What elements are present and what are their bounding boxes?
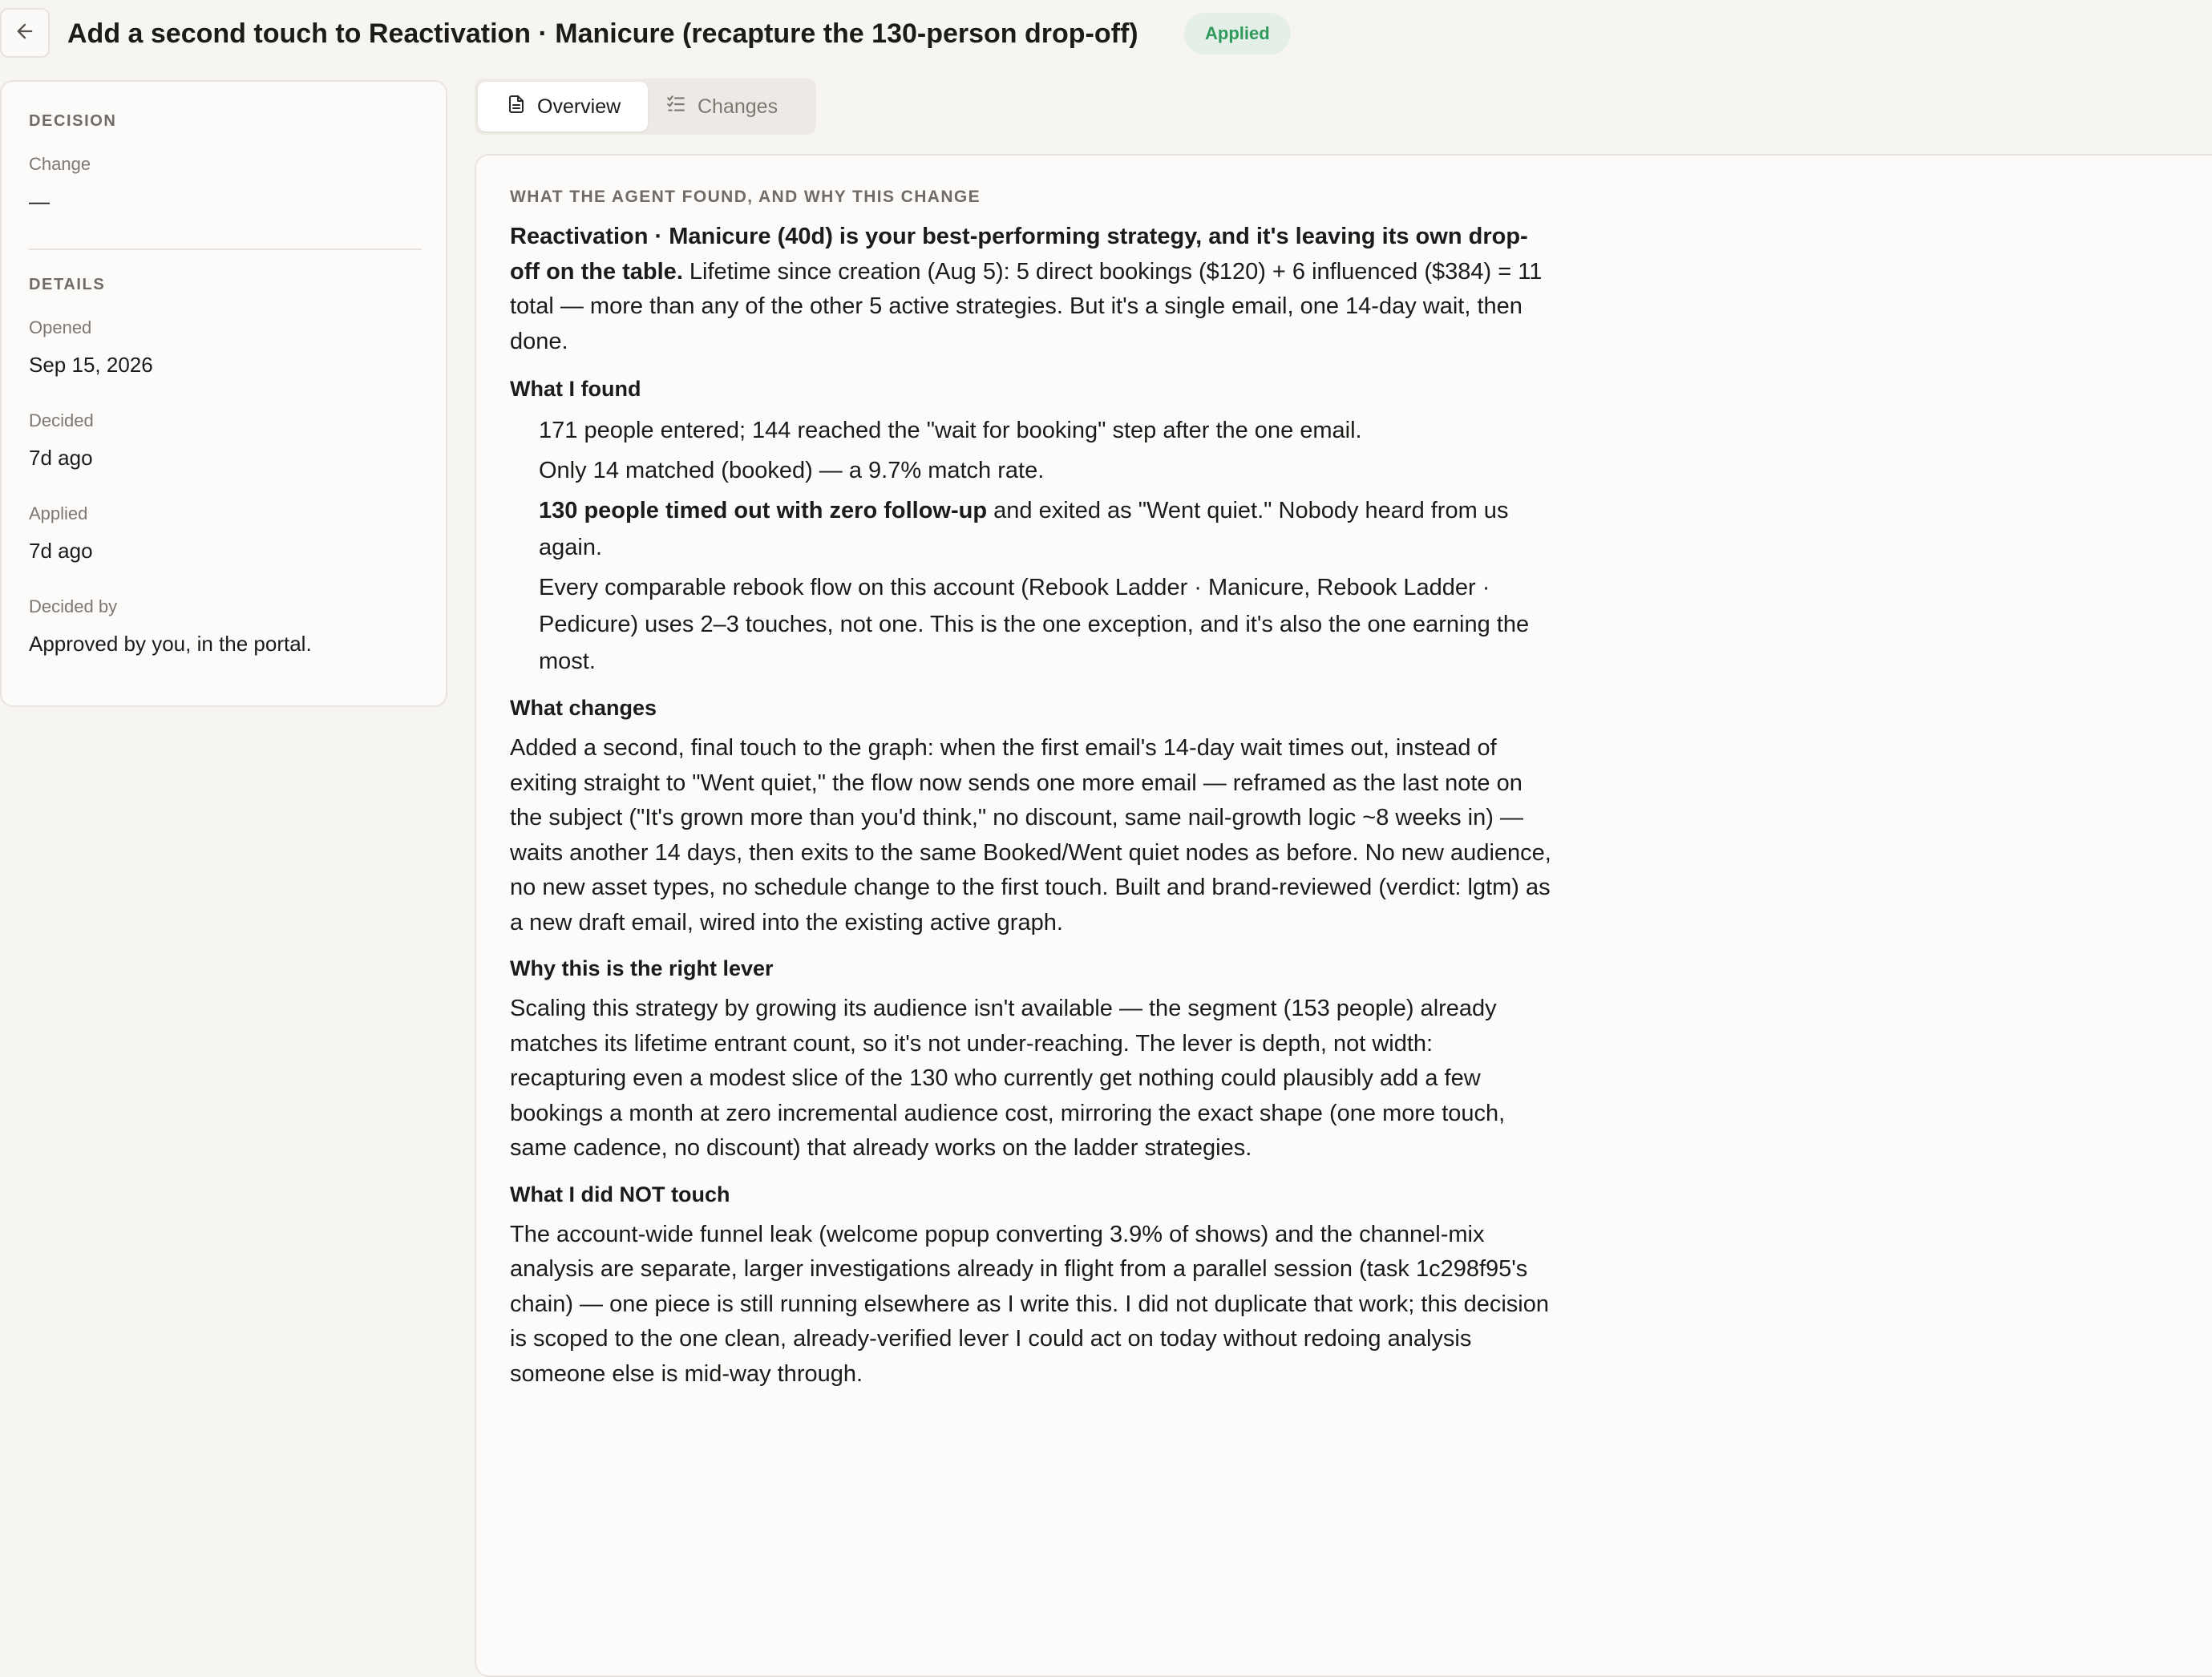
change-value: — <box>29 189 50 213</box>
details-section-label: DETAILS <box>29 276 106 293</box>
found-item-text: and exited as "Went quiet." Nobody heard from us again. <box>539 498 1509 560</box>
not-touch-paragraph: The account-wide funnel leak (welcome popup converting 3.9% of shows) and the channel-mix analysis are separate, larger investigations already in flight from a parallel session (task 1c298f95's chain) — one piece is still running elsewhere as I write this. I did not duplicate that work; this decision is scoped to the one clean, already-verified lever I could act on today without redoing analysis someone else is mid-way through. <box>510 1221 1549 1387</box>
changes-paragraph: Added a second, final touch to the graph: when the first email's 14-day wait times out, instead of exiting straight to "Went quiet," the flow now sends one more email — reframed as the last note on the subject ("It's grown more than you'd think," no discount, same nail-growth logic ~8 weeks in) — waits another 14 days, then exits to the same Booked/Went quiet nodes as before. No new audience, no new asset types, no schedule change to the first touch. Built and brand-reviewed (verdict: lgtm) as a new draft email, wired into the existing active graph. <box>510 735 1551 935</box>
list-item <box>539 492 1552 566</box>
list-item <box>539 412 1552 449</box>
document-icon <box>507 94 537 120</box>
applied-value: 7d ago <box>29 539 93 563</box>
intro-text: Lifetime since creation (Aug 5): 5 direct bookings ($120) + 6 influenced ($384) = 11 total — more than any of the other 5 active strategies. But it's a single email, one 14-day wait, then done. <box>510 258 1543 354</box>
decision-section-label: DECISION <box>29 112 117 130</box>
back-button[interactable] <box>0 8 50 58</box>
opened-value: Sep 15, 2026 <box>29 353 153 377</box>
decided-label: Decided <box>29 410 94 430</box>
section-kicker: WHAT THE AGENT FOUND, AND WHY THIS CHANGE <box>510 188 981 206</box>
status-badge: Applied <box>1184 13 1291 55</box>
found-list <box>510 412 1552 680</box>
decided-by-label: Decided by <box>29 596 118 616</box>
decided-by-value: Approved by you, in the portal. <box>29 632 312 656</box>
list-item <box>539 452 1552 489</box>
tab-overview[interactable] <box>478 82 648 131</box>
found-item-bold: 130 people timed out with zero follow-up <box>539 498 988 523</box>
arrow-left-icon <box>14 20 36 46</box>
tab-overview-label: Overview <box>537 95 621 118</box>
changes-heading: What changes <box>510 696 657 720</box>
tab-changes[interactable] <box>657 82 802 131</box>
intro-paragraph <box>510 220 1552 359</box>
applied-label: Applied <box>29 503 88 523</box>
found-item-text: 171 people entered; 144 reached the "wait for booking" step after the one email. <box>539 418 1362 443</box>
change-label: Change <box>29 154 91 174</box>
intro-bold: Reactivation · Manicure (40d) is your best-performing strategy, and it's leaving its own drop-off on the table. <box>510 224 1528 285</box>
opened-label: Opened <box>29 317 92 337</box>
found-heading: What I found <box>510 377 641 401</box>
list-item <box>539 569 1552 680</box>
not-touch-heading: What I did NOT touch <box>510 1182 730 1206</box>
found-item-text: Every comparable rebook flow on this account (Rebook Ladder · Manicure, Rebook Ladder · Pedicure) uses 2–3 touches, not one. This is the one exception, and it's also the one earning the most. <box>539 575 1530 674</box>
lever-heading: Why this is the right lever <box>510 956 774 980</box>
lever-paragraph: Scaling this strategy by growing its audience isn't available — the segment (153 people) already matches its lifetime entrant count, so it's not under-reaching. The lever is depth, not width: recapturing even a modest slice of the 130 who currently get nothing could plausibly add a few bookings a month at zero incremental audience cost, mirroring the exact shape (one more touch, same cadence, no discount) that already works on the ladder strategies. <box>510 996 1506 1161</box>
overview-panel <box>475 154 2212 1677</box>
sidebar-divider <box>29 249 422 250</box>
decided-value: 7d ago <box>29 446 93 470</box>
overview-article <box>510 188 1552 1392</box>
view-tabs <box>475 79 816 135</box>
checklist-icon <box>665 94 698 120</box>
decision-sidebar <box>0 80 447 707</box>
page-title: Add a second touch to Reactivation · Manicure (recapture the 130-person drop-off) <box>67 18 1138 49</box>
tab-changes-label: Changes <box>698 95 778 118</box>
found-item-text: Only 14 matched (booked) — a 9.7% match rate. <box>539 458 1045 483</box>
